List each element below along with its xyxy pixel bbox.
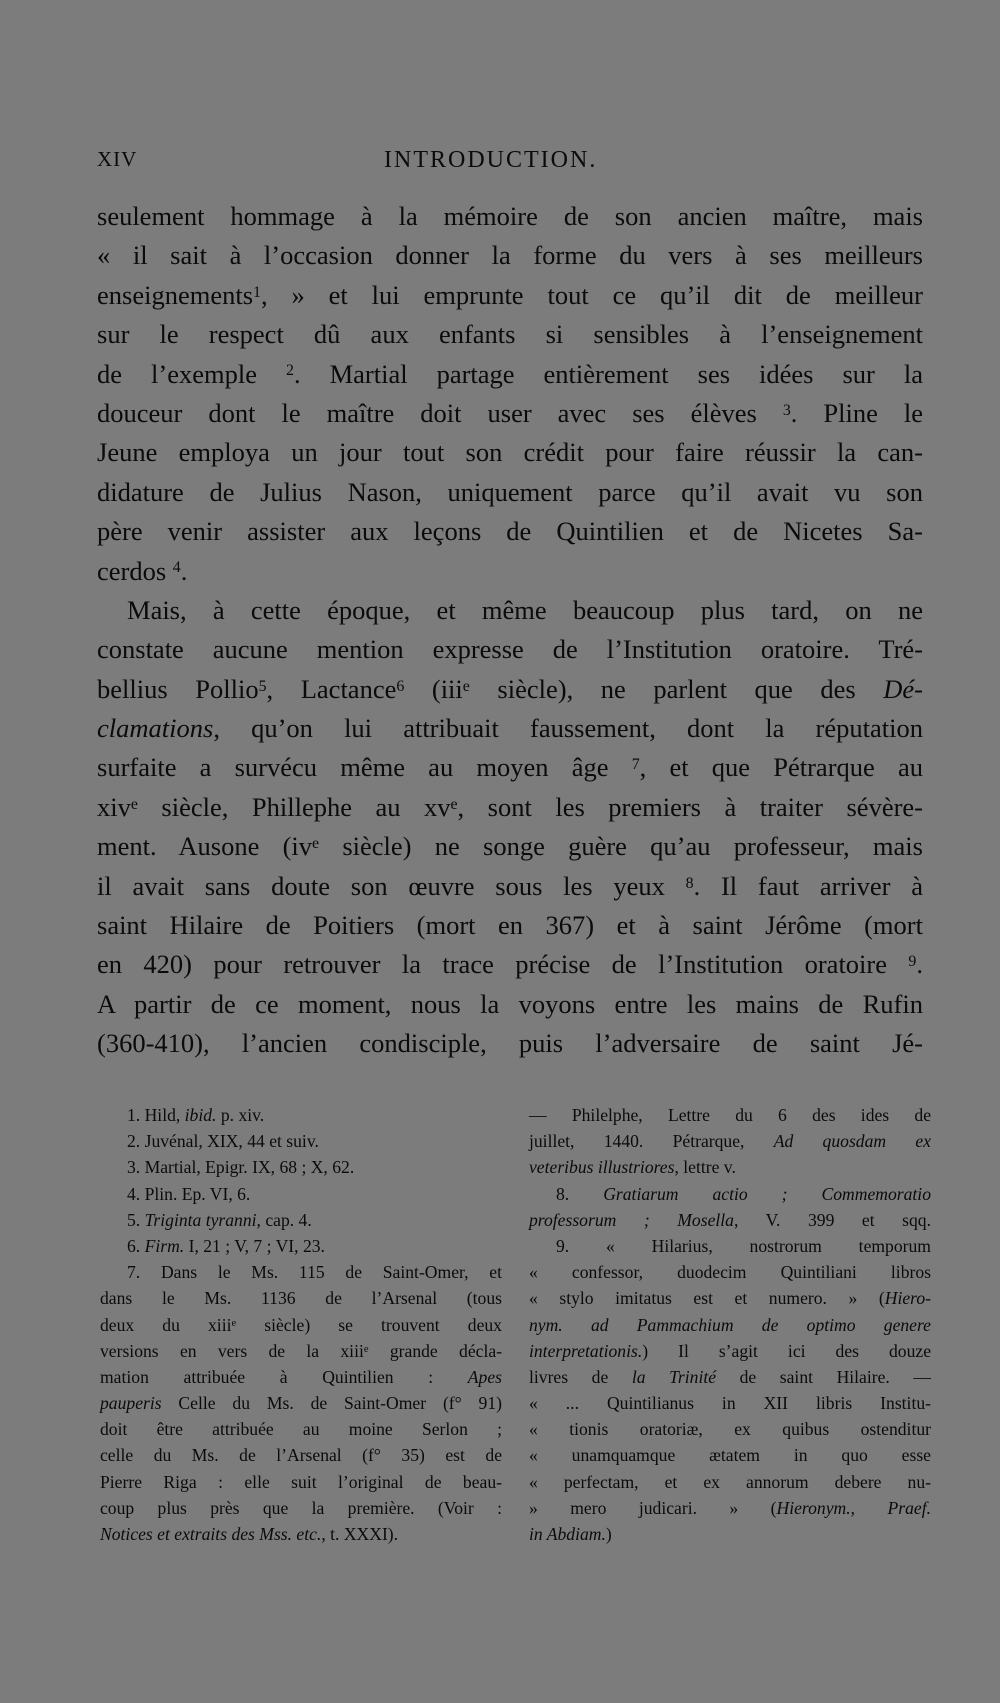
- text-run: , sont les premiers à traiter sévère-: [457, 791, 923, 822]
- footnote-line: [529, 1207, 931, 1233]
- footnote-line: [529, 1259, 931, 1285]
- text-run: livres de: [529, 1366, 632, 1387]
- footnote-line: [529, 1233, 931, 1259]
- text-run: 4. Plin. Ep. VI, 6.: [127, 1183, 251, 1204]
- italic-text: professorum ; Mosella: [529, 1209, 734, 1230]
- text-run: .: [180, 555, 188, 586]
- footnote-ref: 7: [631, 756, 640, 774]
- text-line: [97, 1024, 923, 1063]
- text-run: enseignements: [97, 279, 254, 310]
- italic-text: Notices et extraits des Mss. etc.: [100, 1524, 322, 1544]
- text-run: siècle) se trouvent deux: [236, 1314, 502, 1335]
- text-run: 1. Hild,: [127, 1105, 185, 1125]
- text-run: . Martial partage entièrement ses idées sur la: [293, 358, 923, 389]
- text-run: père venir assister aux leçons de Quintilien et de Nicetes Sa-: [97, 516, 923, 547]
- footnote-line: [100, 1312, 502, 1338]
- text-run: siècle) ne songe guère qu’au professeur, mais: [319, 831, 923, 862]
- italic-text: clamations: [97, 713, 214, 744]
- italic-text: Firm.: [144, 1235, 185, 1256]
- running-title: INTRODUCTION.: [384, 147, 598, 173]
- text-line: [97, 709, 923, 748]
- text-run: saint Hilaire de Poitiers (mort en 367) et à saint Jérôme (mort: [97, 910, 923, 941]
- italic-text: in Abdiam.: [529, 1524, 606, 1544]
- footnote-ref: e: [130, 795, 138, 813]
- italic-text: Apes: [467, 1366, 502, 1387]
- text-run: doit être attribuée au moine Serlon ;: [100, 1419, 502, 1440]
- text-run: surfaite a survécu même au moyen âge: [97, 752, 632, 783]
- text-run: » mero judicari. » (: [529, 1497, 777, 1518]
- footnote-line: [100, 1181, 502, 1207]
- text-line: [97, 748, 923, 787]
- italic-text: ibid.: [184, 1105, 217, 1125]
- text-run: Jeune employa un jour tout son crédit pour faire réussir la can-: [97, 437, 923, 468]
- text-line: [97, 276, 923, 315]
- text-line: [97, 945, 923, 984]
- text-run: 8.: [556, 1183, 604, 1204]
- italic-text: Triginta tyranni: [144, 1209, 257, 1230]
- text-run: 6.: [127, 1235, 145, 1256]
- footnote-ref: e: [363, 1343, 369, 1355]
- text-run: , lettre v.: [674, 1157, 736, 1178]
- text-line: [97, 788, 923, 827]
- footnote-ref: e: [231, 1317, 237, 1329]
- text-run: , qu’on lui attribuait faussement, dont la réputation: [213, 713, 923, 744]
- text-line: [97, 552, 923, 591]
- text-run: il avait sans doute son œuvre sous les yeux: [97, 870, 686, 901]
- italic-text: interpretationis.: [529, 1340, 643, 1361]
- text-line: [97, 394, 923, 433]
- main-text: [97, 197, 923, 1064]
- footnote-line: [100, 1285, 502, 1311]
- text-run: « stylo imitatus est et numero. » (: [529, 1288, 885, 1309]
- text-line: [97, 355, 923, 394]
- text-run: douceur dont le maître doit user avec ses élèves: [97, 397, 783, 428]
- footnote-ref: 2: [285, 362, 294, 380]
- text-run: .: [916, 949, 923, 980]
- italic-text: Hieronym.: [776, 1497, 851, 1518]
- text-run: « unamquamque ætatem in quo esse: [529, 1445, 931, 1466]
- footnote-line: [100, 1442, 502, 1468]
- text-run: , Lactance: [266, 673, 397, 704]
- footnote-line: [529, 1521, 931, 1547]
- text-run: 7. Dans le Ms. 115 de Saint-Omer, et: [127, 1262, 502, 1283]
- text-run: , » et lui emprunte tout ce qu’il dit de meilleur: [260, 279, 923, 310]
- text-run: Pierre Riga : elle suit l’original de beau-: [100, 1471, 502, 1492]
- text-run: siècle, Phillephe au xv: [137, 791, 451, 822]
- text-run: A partir de ce moment, nous la voyons entre les mains de Rufin: [97, 988, 923, 1019]
- footnote-line: [100, 1154, 502, 1180]
- footnote-ref: 9: [908, 953, 917, 971]
- text-run: sur le respect dû aux enfants si sensibles à l’enseignement: [97, 319, 923, 350]
- italic-text: Hiero-: [884, 1288, 931, 1309]
- text-run: versions en vers de la xiii: [100, 1340, 364, 1361]
- italic-text: la Trinité: [631, 1366, 717, 1387]
- text-line: [97, 867, 923, 906]
- text-run: bellius Pollio: [97, 673, 259, 704]
- footnote-line: [529, 1102, 931, 1128]
- footnote-line: [100, 1259, 502, 1285]
- text-line: [97, 906, 923, 945]
- footnote-ref: 4: [172, 559, 181, 577]
- text-run: . Il faut arriver à: [693, 870, 923, 901]
- running-head: [97, 147, 922, 177]
- footnote-ref: 6: [396, 677, 405, 695]
- text-run: xiv: [97, 791, 131, 822]
- italic-text: nym. ad Pammachium de optimo genere: [529, 1314, 931, 1335]
- text-run: de l’exemple: [97, 358, 286, 389]
- footnote-ref: e: [462, 677, 470, 695]
- footnote-line: [529, 1285, 931, 1311]
- footnote-line: [529, 1495, 931, 1521]
- footnote-line: [100, 1102, 502, 1128]
- text-run: , V. 399 et sqq.: [733, 1209, 931, 1230]
- footnote-line: [100, 1364, 502, 1390]
- footnote-ref: e: [450, 795, 458, 813]
- text-run: « perfectam, et ex annorum debere nu-: [529, 1471, 931, 1492]
- footnotes-left-column: [100, 1102, 502, 1547]
- text-run: de saint Hilaire. —: [716, 1366, 931, 1387]
- text-run: , cap. 4.: [256, 1209, 312, 1230]
- text-run: « confessor, duodecim Quintiliani libros: [529, 1262, 931, 1283]
- footnote-ref: e: [312, 835, 320, 853]
- footnote-line: [100, 1233, 502, 1259]
- footnote-ref: 5: [258, 677, 267, 695]
- footnote-line: [100, 1207, 502, 1233]
- footnote-line: [529, 1181, 931, 1207]
- text-line: [97, 315, 923, 354]
- footnote-ref: 1: [253, 283, 261, 301]
- italic-text: Praef.: [887, 1497, 931, 1518]
- text-run: en 420) pour retrouver la trace précise de l’Institution oratoire: [97, 949, 909, 980]
- italic-text: veteribus illustriores: [529, 1157, 675, 1178]
- text-run: dans le Ms. 1136 de l’Arsenal (tous: [100, 1288, 502, 1309]
- footnote-line: [100, 1128, 502, 1154]
- page-number: XIV: [97, 147, 138, 171]
- text-run: « ... Quintilianus in XII libris Institu-: [529, 1393, 931, 1414]
- footnote-line: [100, 1495, 502, 1521]
- footnote-line: [529, 1416, 931, 1442]
- footnote-line: [529, 1338, 931, 1364]
- text-line: [97, 512, 923, 551]
- footnote-line: [529, 1442, 931, 1468]
- text-run: Celle du Ms. de Saint-Omer (f° 91): [161, 1393, 502, 1414]
- text-run: constate aucune mention expresse de l’Institution oratoire. Tré-: [97, 634, 923, 665]
- text-run: mation attribuée à Quintilien :: [100, 1366, 468, 1387]
- text-run: deux du xiii: [100, 1314, 232, 1335]
- text-run: — Philelphe, Lettre du 6 des ides de: [529, 1105, 931, 1125]
- text-run: siècle), ne parlent que des: [469, 673, 884, 704]
- text-run: Mais, à cette époque, et même beaucoup plus tard, on ne: [127, 594, 923, 625]
- italic-text: pauperis: [100, 1393, 162, 1414]
- text-line: [97, 473, 923, 512]
- text-line: [97, 985, 923, 1024]
- text-run: (iii: [404, 673, 463, 704]
- footnote-line: [100, 1338, 502, 1364]
- footnote-line: [100, 1390, 502, 1416]
- footnote-ref: 8: [685, 874, 694, 892]
- text-run: , t. XXXI).: [321, 1524, 399, 1544]
- text-run: I, 21 ; V, 7 ; VI, 23.: [184, 1235, 325, 1256]
- footnote-line: [100, 1521, 502, 1547]
- text-run: seulement hommage à la mémoire de son ancien maître, mais: [97, 201, 923, 231]
- footnote-line: [529, 1364, 931, 1390]
- footnote-line: [529, 1390, 931, 1416]
- text-run: didature de Julius Nason, uniquement parce qu’il avait vu son: [97, 476, 923, 507]
- footnote-line: [529, 1128, 931, 1154]
- text-run: « tionis oratoriæ, ex quibus ostenditur: [529, 1419, 931, 1440]
- text-line: [97, 670, 923, 709]
- text-run: cerdos: [97, 555, 173, 586]
- text-run: p. xiv.: [216, 1105, 265, 1125]
- text-run: (360-410), l’ancien condisciple, puis l’adversaire de saint Jé-: [97, 1028, 923, 1059]
- italic-text: Ad quosdam ex: [773, 1131, 931, 1152]
- footnotes-right-column: [529, 1102, 931, 1547]
- italic-text: Gratiarum actio ; Commemoratio: [603, 1183, 931, 1204]
- footnote-line: [100, 1416, 502, 1442]
- footnote-ref: 3: [782, 401, 791, 419]
- text-run: grande décla-: [368, 1340, 502, 1361]
- footnote-line: [529, 1312, 931, 1338]
- text-run: ,: [850, 1497, 888, 1518]
- text-run: , et que Pétrarque au: [639, 752, 923, 783]
- footnote-line: [100, 1469, 502, 1495]
- text-line: [97, 236, 923, 275]
- text-run: 2. Juvénal, XIX, 44 et suiv.: [127, 1131, 319, 1152]
- text-run: ): [605, 1524, 612, 1544]
- italic-text: Dé-: [883, 673, 923, 704]
- text-run: « il sait à l’occasion donner la forme du vers à ses meilleurs: [97, 240, 923, 271]
- text-run: 5.: [127, 1209, 145, 1230]
- text-line: [97, 197, 923, 236]
- text-run: 3. Martial, Epigr. IX, 68 ; X, 62.: [127, 1157, 355, 1178]
- text-run: 9. « Hilarius, nostrorum temporum: [556, 1235, 931, 1256]
- text-line: [97, 591, 923, 630]
- text-run: ) Il s’agit ici des douze: [642, 1340, 931, 1361]
- text-line: [97, 630, 923, 669]
- footnote-line: [529, 1154, 931, 1180]
- text-line: [97, 433, 923, 472]
- text-line: [97, 827, 923, 866]
- footnote-line: [529, 1469, 931, 1495]
- text-run: juillet, 1440. Pétrarque,: [529, 1131, 774, 1152]
- text-run: . Pline le: [790, 397, 923, 428]
- text-run: ment. Ausone (iv: [97, 831, 313, 862]
- text-run: celle du Ms. de l’Arsenal (f° 35) est de: [100, 1445, 502, 1466]
- text-run: coup plus près que la première. (Voir :: [100, 1497, 502, 1518]
